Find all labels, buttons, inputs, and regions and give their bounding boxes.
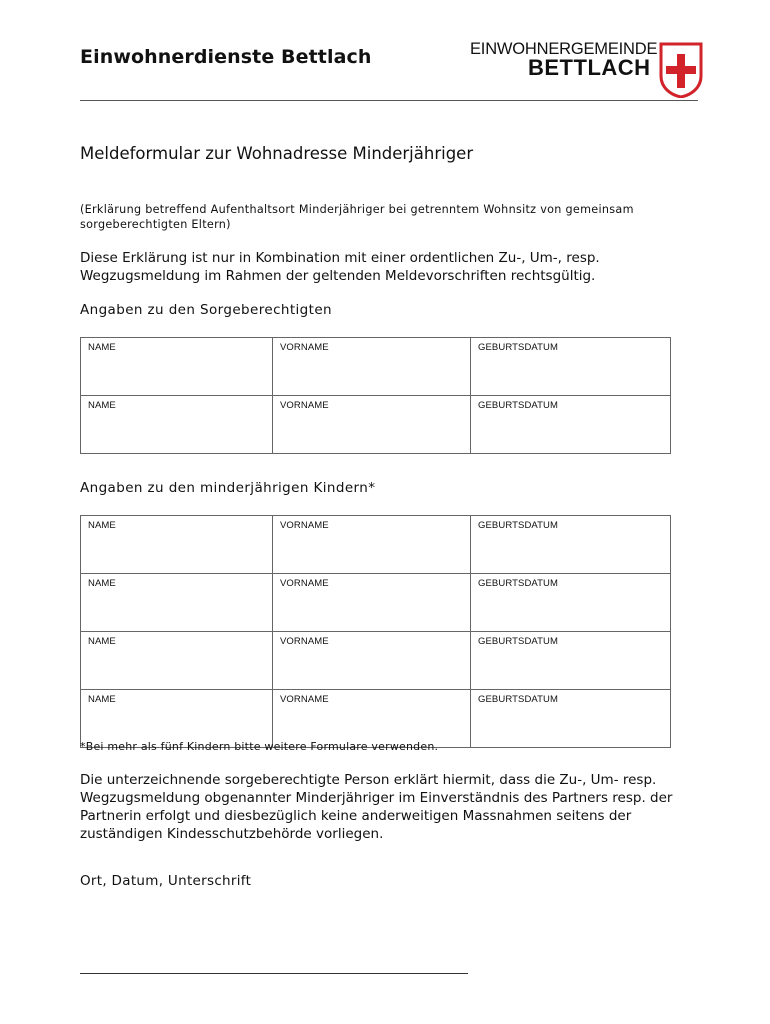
birthdate-field[interactable]	[471, 396, 671, 454]
table-row	[81, 396, 671, 454]
cell-label: NAME	[88, 578, 116, 589]
header-divider	[80, 100, 698, 101]
municipality-logo	[470, 38, 706, 98]
document-subtitle: (Erklärung betreffend Aufenthaltsort Minderjähriger bei getrenntem Wohnsitz von gemeinsam sorgeberechtigten Eltern)	[80, 203, 634, 231]
name-field[interactable]	[81, 396, 273, 454]
guardians-table	[80, 337, 671, 454]
cell-label: VORNAME	[280, 636, 329, 647]
cell-label: NAME	[88, 520, 116, 531]
cell-label: GEBURTSDATUM	[478, 578, 559, 589]
cell-label: GEBURTSDATUM	[478, 636, 559, 647]
logo-line-1: EINWOHNERGEMEINDE	[470, 40, 658, 58]
cell-label: VORNAME	[280, 578, 329, 589]
cell-label: VORNAME	[280, 400, 329, 411]
signature-label: Ort, Datum, Unterschrift	[80, 873, 252, 889]
cross-shield-icon	[658, 42, 704, 98]
first-name-field[interactable]	[273, 690, 471, 748]
children-heading: Angaben zu den minderjährigen Kindern*	[80, 480, 376, 496]
table-row	[81, 632, 671, 690]
birthdate-field[interactable]	[471, 690, 671, 748]
cell-label: GEBURTSDATUM	[478, 520, 559, 531]
name-field[interactable]	[81, 690, 273, 748]
declaration-paragraph: Die unterzeichnende sorgeberechtigte Person erklärt hiermit, dass die Zu-, Um- resp. Wegzugsmeldung obgenannter Minderjähriger im Einverständnis des Partners resp. der Partnerin erfolgt und diesbezüglich keine anderweitigen Massnahmen seitens der zuständigen Kindesschutzbehörde vorliegen.	[80, 772, 673, 842]
table-row	[81, 516, 671, 574]
table-row	[81, 338, 671, 396]
first-name-field[interactable]	[273, 516, 471, 574]
cell-label: VORNAME	[280, 520, 329, 531]
name-field[interactable]	[81, 574, 273, 632]
birthdate-field[interactable]	[471, 338, 671, 396]
children-table	[80, 515, 671, 748]
cell-label: NAME	[88, 342, 116, 353]
cell-label: VORNAME	[280, 694, 329, 705]
cell-label: GEBURTSDATUM	[478, 342, 559, 353]
first-name-field[interactable]	[273, 338, 471, 396]
birthdate-field[interactable]	[471, 574, 671, 632]
birthdate-field[interactable]	[471, 632, 671, 690]
cell-label: NAME	[88, 636, 116, 647]
first-name-field[interactable]	[273, 632, 471, 690]
page-header-title: Einwohnerdienste Bettlach	[80, 46, 372, 68]
document-title: Meldeformular zur Wohnadresse Minderjähriger	[80, 144, 474, 163]
first-name-field[interactable]	[273, 396, 471, 454]
guardians-heading: Angaben zu den Sorgeberechtigten	[80, 302, 333, 318]
cell-label: VORNAME	[280, 342, 329, 353]
table-row	[81, 690, 671, 748]
cell-label: GEBURTSDATUM	[478, 400, 559, 411]
children-footnote: *Bei mehr als fünf Kindern bitte weitere Formulare verwenden.	[80, 740, 439, 753]
cell-label: GEBURTSDATUM	[478, 694, 559, 705]
logo-line-2: BETTLACH	[528, 55, 651, 80]
table-row	[81, 574, 671, 632]
cell-label: NAME	[88, 694, 116, 705]
cell-label: NAME	[88, 400, 116, 411]
intro-paragraph: Diese Erklärung ist nur in Kombination mit einer ordentlichen Zu-, Um-, resp. Wegzugsmeldung im Rahmen der geltenden Meldevorschriften rechtsgültig.	[80, 250, 600, 284]
signature-line[interactable]	[80, 973, 468, 974]
birthdate-field[interactable]	[471, 516, 671, 574]
name-field[interactable]	[81, 338, 273, 396]
name-field[interactable]	[81, 516, 273, 574]
name-field[interactable]	[81, 632, 273, 690]
first-name-field[interactable]	[273, 574, 471, 632]
